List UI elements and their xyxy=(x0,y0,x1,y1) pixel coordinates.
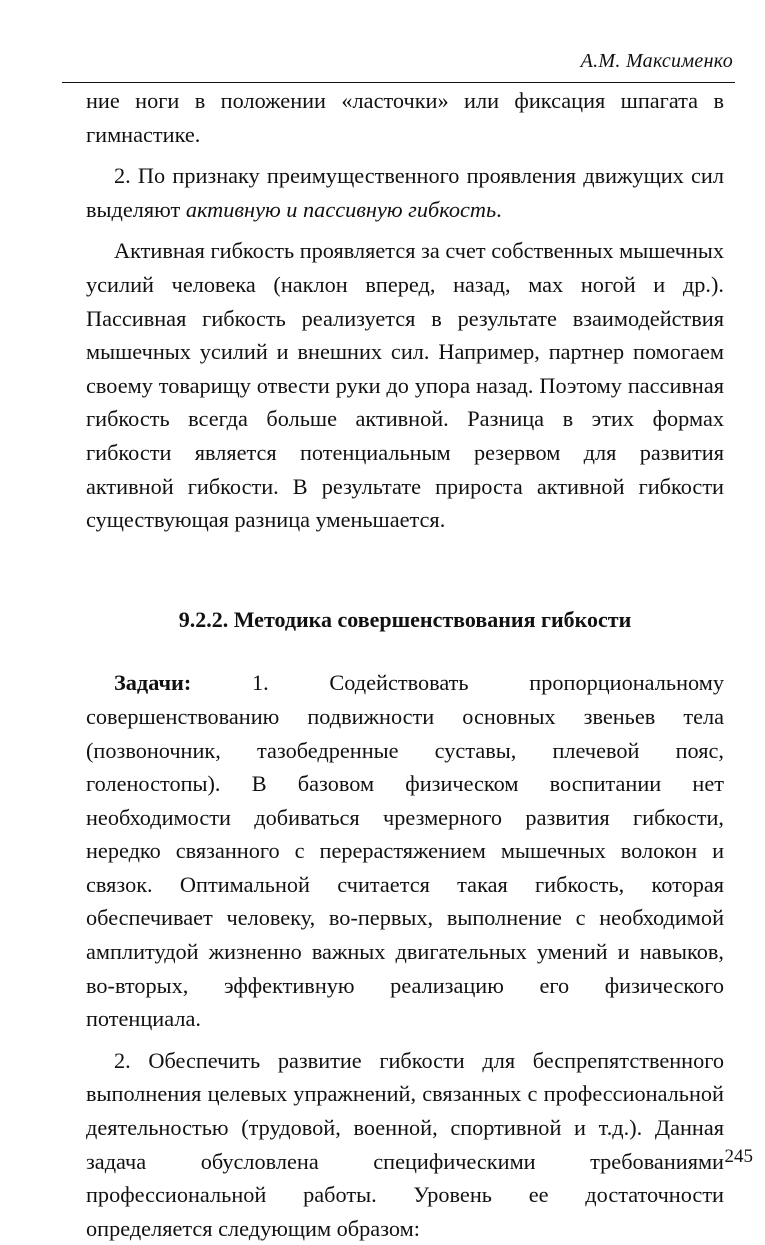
page-body xyxy=(86,84,724,1245)
section-title: 9.2.2. Методика совершенствования гибкости xyxy=(178,606,632,632)
paragraph-active-passive: Активная гибкость проявляется за счет собственных мышечных усилий человека (наклон вперед, назад, мах ногой и др.). Пассивная гибкость реализуется в результате взаимодействия мышечных усилий и внешних сил. Например, партнер помогаем своему товарищу отвести руки до упора назад. Поэтому пассивная гибкость всегда больше активной. Разница в этих формах гибкости является потенциальным резервом для развития активной гибкости. В результате прироста активной гибкости существующая разница уменьшается. xyxy=(86,238,724,533)
tasks-label: Задачи: xyxy=(114,670,192,696)
header-rule xyxy=(62,82,735,83)
paragraph-continuation: ние ноги в положении «ласточки» или фиксация шпагата в гимнастике. xyxy=(86,88,724,147)
tasks-text: 1. Содействовать пропорциональному совершенствованию подвижности основных звеньев тела (позвоночник, тазобедренные суставы, плечевой пояс, голеностопы). В базовом физическом воспитании нет необходимости добиваться чрезмерного развития гибкости, нередко связанного с перерастяжением мышечных волокон и связок. Оптимальной считается такая гибкость, которая обеспечивает человеку, во-первых, выполнение с необходимой амплитудой жизненно важных двигательных умений и навыков, во-вторых, эффективную реализацию его физического потенциала. xyxy=(86,670,724,1032)
running-header-author: А.М. Максименко xyxy=(580,50,733,72)
paragraph-flexibility-types xyxy=(86,159,724,226)
paragraph-tasks xyxy=(86,666,724,1036)
italic-term: активную и пассивную гибкость xyxy=(185,196,497,222)
paragraph-task-2: 2. Обеспечить развитие гибкости для беспрепятственного выполнения целевых упражнений, связанных с профессиональной деятельностью (трудовой, военной, спортивной и т.д.). Данная задача обусловлена специфическими требованиями профессиональной работы. Уровень ее достаточности определяется следующим образом: xyxy=(86,1047,724,1241)
page-number: 245 xyxy=(724,1146,753,1167)
paragraph-text: 2. По признаку преимущественного проявления движущих сил выделяют xyxy=(86,163,724,222)
paragraph-text-end: . xyxy=(496,196,502,222)
